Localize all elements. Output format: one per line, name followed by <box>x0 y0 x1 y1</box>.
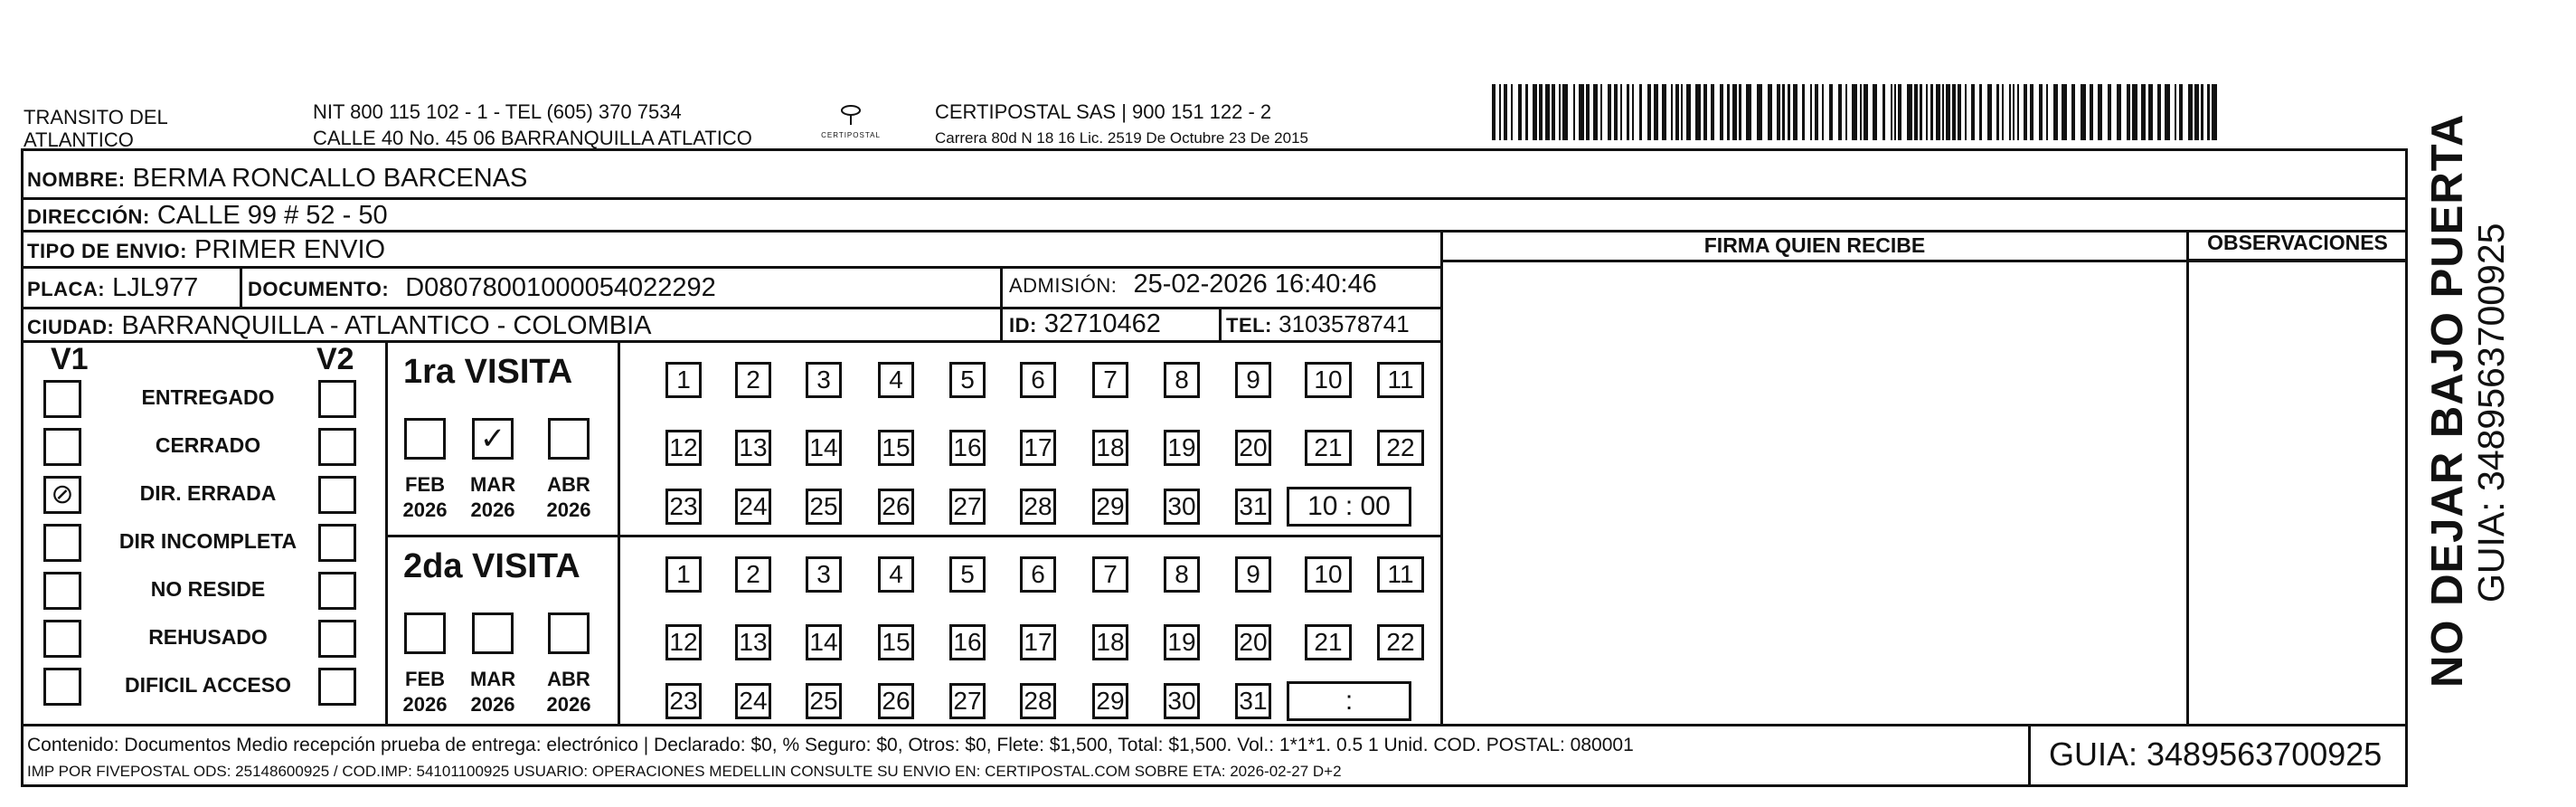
barcode-bar <box>1732 84 1737 140</box>
v2-checkbox[interactable] <box>318 380 356 418</box>
day-checkbox[interactable]: 27 <box>949 489 986 525</box>
barcode-bar <box>1920 84 1922 140</box>
nit-line: NIT 800 115 102 - 1 - TEL (605) 370 7534 <box>313 100 682 123</box>
barcode-bar <box>1891 84 1892 140</box>
day-checkbox[interactable]: 18 <box>1092 430 1128 466</box>
barcode-bar <box>1727 84 1730 140</box>
barcode-bar <box>2039 84 2043 140</box>
barcode-bar <box>2157 84 2161 140</box>
barcode-bar <box>2207 84 2210 140</box>
barcode-bar <box>1518 84 1522 140</box>
barcode-bar <box>1608 84 1611 140</box>
day-checkbox[interactable]: 4 <box>878 556 914 593</box>
barcode-bar <box>2201 84 2203 140</box>
v1-checkbox[interactable] <box>43 572 81 610</box>
barcode-bar <box>2053 84 2058 140</box>
barcode-bar <box>1675 84 1679 140</box>
admision-value: 25-02-2026 16:40:46 <box>1133 270 1377 299</box>
status-label: CERRADO <box>155 433 261 457</box>
day-checkbox[interactable]: 25 <box>806 683 842 719</box>
barcode-bar <box>1573 84 1575 140</box>
barcode-bar <box>1829 84 1833 140</box>
barcode-bar <box>1936 84 1940 140</box>
barcode-bar <box>2071 84 2075 140</box>
barcode-bar <box>1511 84 1513 140</box>
day-checkbox[interactable]: 19 <box>1164 430 1200 466</box>
day-checkbox[interactable]: 26 <box>878 683 914 719</box>
day-checkbox[interactable]: 24 <box>735 683 771 719</box>
direccion-row <box>27 200 388 233</box>
barcode-bar <box>1946 84 1950 140</box>
month-year: 2026 <box>402 498 448 521</box>
day-checkbox[interactable]: 9 <box>1235 362 1271 398</box>
barcode-bar <box>1504 84 1507 140</box>
barcode-bar <box>1987 84 1992 140</box>
barcode-bar <box>1873 84 1877 140</box>
barcode-bar <box>2002 84 2004 140</box>
barcode-bar <box>1996 84 1999 140</box>
barcode-bar <box>1620 84 1622 140</box>
footer-line2: IMP POR FIVEPOSTAL ODS: 25148600925 / COD.IMP: 54101100925 USUARIO: OPERACIONES MEDELLIN CONSULTE SU ENVIO EN: CERTIPOSTAL.COM SOBRE ETA: 2026-02-27 D+2 <box>27 763 1342 780</box>
v2-checkbox[interactable] <box>318 668 356 706</box>
day-checkbox[interactable]: 6 <box>1020 556 1056 593</box>
barcode-bar <box>1614 84 1618 140</box>
barcode-bar <box>2194 84 2199 140</box>
nombre-row <box>27 163 527 195</box>
v2-checkbox[interactable] <box>318 572 356 610</box>
carrier-line2: Carrera 80d N 18 16 Lic. 2519 De Octubre 23 De 2015 <box>935 129 1308 147</box>
barcode-bar <box>2062 84 2067 140</box>
footer-guia: GUIA: 3489563700925 <box>2049 736 2383 773</box>
v1-checkbox[interactable] <box>43 428 81 466</box>
barcode-bar <box>2081 84 2086 140</box>
day-checkbox[interactable]: 20 <box>1235 624 1271 660</box>
barcode-bar <box>1845 84 1847 140</box>
ciudad-label: CIUDAD: <box>27 316 115 338</box>
day-checkbox[interactable]: 23 <box>665 489 702 525</box>
barcode-bar <box>1852 84 1857 140</box>
day-checkbox[interactable]: 7 <box>1092 556 1128 593</box>
day-checkbox[interactable]: 28 <box>1020 489 1056 525</box>
day-checkbox[interactable]: 31 <box>1235 489 1271 525</box>
barcode-bar <box>1586 84 1590 140</box>
v2-checkbox[interactable] <box>318 524 356 562</box>
barcode-bar <box>1898 84 1901 140</box>
id-row <box>1009 309 1161 341</box>
barcode-bar <box>1579 84 1584 140</box>
barcode-bar <box>1627 84 1629 140</box>
vrule-placa <box>240 266 242 307</box>
month-name: MAR <box>470 668 516 690</box>
v1-checkbox[interactable] <box>43 668 81 706</box>
barcode-bar <box>2108 84 2111 140</box>
day-checkbox[interactable]: 12 <box>665 624 702 660</box>
barcode-bar <box>1979 84 1982 140</box>
barcode-bar <box>1552 84 1555 140</box>
day-checkbox[interactable]: 13 <box>735 624 771 660</box>
barcode-bar <box>1639 84 1642 140</box>
month-name: ABR <box>547 668 590 690</box>
month-name: MAR <box>470 473 516 496</box>
day-checkbox[interactable]: 14 <box>806 430 842 466</box>
barcode-bar <box>1533 84 1537 140</box>
barcode-bar <box>1882 84 1885 140</box>
direccion-value: CALLE 99 # 52 - 50 <box>156 201 388 230</box>
day-checkbox[interactable]: 21 <box>1305 430 1352 466</box>
barcode-bar <box>1647 84 1651 140</box>
day-checkbox[interactable]: 15 <box>878 430 914 466</box>
day-checkbox[interactable]: 8 <box>1164 362 1200 398</box>
day-checkbox[interactable]: 25 <box>806 489 842 525</box>
barcode-bar <box>2188 84 2193 140</box>
barcode-bar <box>1894 84 1896 140</box>
day-checkbox[interactable]: 29 <box>1092 489 1128 525</box>
footer-line1: Contenido: Documentos Medio recepción prueba de entrega: electrónico | Declarado: $0, % Seguro: $0, Otros: $0, Flete: $1,500, Total: $1,500. Vol.: 1*1*1. 0.5 1 Unid. COD. POSTAL: 080001 <box>27 735 1634 755</box>
id-value: 32710462 <box>1043 309 1161 338</box>
barcode-bar <box>2175 84 2176 140</box>
documento-value: D08078001000054022292 <box>405 273 716 302</box>
barcode-bar <box>1782 84 1785 140</box>
barcode-bar <box>1703 84 1707 140</box>
barcode-bar <box>1965 84 1967 140</box>
nombre-label: NOMBRE: <box>27 168 126 191</box>
day-checkbox[interactable]: 1 <box>665 362 702 398</box>
barcode-bar <box>1958 84 1961 140</box>
barcode-bar <box>1499 84 1501 140</box>
barcode-bar <box>1926 84 1928 140</box>
barcode-bar <box>1838 84 1842 140</box>
day-checkbox[interactable]: 13 <box>735 430 771 466</box>
month-year: 2026 <box>546 693 591 716</box>
org-contact <box>313 100 752 149</box>
month-checkbox[interactable] <box>548 418 590 460</box>
v2-checkbox[interactable] <box>318 476 356 514</box>
month-checkbox[interactable] <box>404 612 446 654</box>
day-checkbox[interactable]: 3 <box>806 362 842 398</box>
vrule-tel <box>1219 307 1222 340</box>
org-name-line1: TRANSITO DEL <box>24 106 168 128</box>
barcode-bar <box>1492 84 1496 140</box>
v2-label: V2 <box>316 342 354 376</box>
barcode-bar <box>2030 84 2033 140</box>
day-checkbox[interactable]: 7 <box>1092 362 1128 398</box>
month-checkbox[interactable] <box>404 418 446 460</box>
status-label: ENTREGADO <box>141 385 275 409</box>
day-checkbox[interactable]: 24 <box>735 489 771 525</box>
barcode-bar <box>1802 84 1805 140</box>
barcode-bar <box>1559 84 1561 140</box>
month-name: FEB <box>405 668 445 690</box>
time-field[interactable]: : <box>1287 681 1411 721</box>
barcode-bar <box>1671 84 1673 140</box>
status-label: NO RESIDE <box>150 577 266 601</box>
time-field[interactable]: 10 : 00 <box>1287 487 1411 527</box>
barcode-bar <box>1539 84 1543 140</box>
month-name: FEB <box>405 473 445 496</box>
barcode-bar <box>2212 84 2217 140</box>
tipo-envio-label: TIPO DE ENVIO: <box>27 240 187 262</box>
org-name-line2: ATLANTICO <box>24 128 134 151</box>
tipo-envio-row <box>27 234 385 267</box>
firma-area[interactable] <box>1443 262 2186 724</box>
nombre-value: BERMA RONCALLO BARCENAS <box>132 164 528 193</box>
day-checkbox[interactable]: 6 <box>1020 362 1056 398</box>
documento-row <box>248 272 716 305</box>
placa-row <box>27 272 198 305</box>
rule-observaciones-header <box>2186 259 2408 261</box>
day-checkbox[interactable]: 10 <box>1305 556 1352 593</box>
barcode-bar <box>1632 84 1634 140</box>
day-checkbox[interactable]: 10 <box>1305 362 1352 398</box>
day-checkbox[interactable]: 14 <box>806 624 842 660</box>
day-checkbox[interactable]: 5 <box>949 556 986 593</box>
barcode-bar <box>1525 84 1528 140</box>
barcode-bar <box>1757 84 1762 140</box>
barcode-bar <box>1545 84 1550 140</box>
day-checkbox[interactable]: 15 <box>878 624 914 660</box>
visit-title: 2da VISITA <box>403 547 580 585</box>
carrier-info <box>935 100 1308 147</box>
day-checkbox[interactable]: 3 <box>806 556 842 593</box>
barcode-bar <box>1681 84 1683 140</box>
barcode-bar <box>2013 84 2015 140</box>
barcode-bar <box>1695 84 1701 140</box>
day-checkbox[interactable]: 17 <box>1020 430 1056 466</box>
barcode-bar <box>2009 84 2011 140</box>
tel-row <box>1226 309 1410 341</box>
barcode-bar <box>1593 84 1598 140</box>
day-checkbox[interactable]: 5 <box>949 362 986 398</box>
barcode-bar <box>1907 84 1912 140</box>
documento-label: DOCUMENTO: <box>248 278 390 300</box>
certipostal-logo-icon <box>810 103 892 139</box>
day-checkbox[interactable]: 31 <box>1235 683 1271 719</box>
barcode-bar <box>1971 84 1975 140</box>
barcode-bar <box>1930 84 1933 140</box>
day-checkbox[interactable]: 16 <box>949 624 986 660</box>
barcode-bar <box>1777 84 1780 140</box>
v2-checkbox[interactable] <box>318 428 356 466</box>
barcode-bar <box>2046 84 2048 140</box>
day-checkbox[interactable]: 17 <box>1020 624 1056 660</box>
barcode-bar <box>1686 84 1691 140</box>
observaciones-header: OBSERVACIONES <box>2207 231 2388 254</box>
day-checkbox[interactable]: 2 <box>735 362 771 398</box>
status-label: DIR. ERRADA <box>139 481 277 505</box>
barcode-bar <box>1942 84 1944 140</box>
vrule-admision <box>1000 266 1003 340</box>
barcode-bar <box>1822 84 1824 140</box>
barcode-bar <box>2141 84 2146 140</box>
v1-label: V1 <box>51 342 89 376</box>
tel-value: 3103578741 <box>1279 310 1410 337</box>
day-checkbox[interactable]: 30 <box>1164 489 1200 525</box>
tel-label: TEL: <box>1226 314 1272 337</box>
side-guia: GUIA: 3489563700925 <box>2470 223 2512 603</box>
day-checkbox[interactable]: 11 <box>1377 362 1424 398</box>
barcode-bar <box>2127 84 2130 140</box>
day-checkbox[interactable]: 9 <box>1235 556 1271 593</box>
day-checkbox[interactable]: 18 <box>1092 624 1128 660</box>
ciudad-row <box>27 310 652 343</box>
address-line: CALLE 40 No. 45 06 BARRANQUILLA ATLATICO <box>313 127 752 149</box>
status-label: DIFICIL ACCESO <box>124 673 291 697</box>
admision-row <box>1009 269 1377 301</box>
barcode-bar <box>1562 84 1568 140</box>
barcode-bar <box>1914 84 1918 140</box>
month-checkbox[interactable] <box>472 612 514 654</box>
vrule-footer-guia <box>2028 724 2031 787</box>
day-checkbox[interactable]: 1 <box>665 556 702 593</box>
vrule-status <box>385 340 388 724</box>
barcode-bar <box>1952 84 1956 140</box>
firma-header: FIRMA QUIEN RECIBE <box>1703 233 1926 257</box>
month-year: 2026 <box>546 498 591 521</box>
day-checkbox[interactable]: 26 <box>878 489 914 525</box>
barcode-bar <box>1739 84 1741 140</box>
logo-text: CERTIPOSTAL <box>821 131 881 139</box>
logo-mark-icon <box>837 103 864 127</box>
barcode-bar <box>2179 84 2183 140</box>
day-checkbox[interactable]: 22 <box>1377 430 1424 466</box>
rule-visits <box>385 535 1440 537</box>
placa-value: LJL977 <box>112 273 199 302</box>
v1-checkbox[interactable] <box>43 620 81 658</box>
barcode-bar <box>1793 84 1798 140</box>
day-checkbox[interactable]: 22 <box>1377 624 1424 660</box>
barcode-bar <box>1768 84 1772 140</box>
tipo-envio-value: PRIMER ENVIO <box>193 235 386 264</box>
visit-title: 1ra VISITA <box>403 353 573 391</box>
id-label: ID: <box>1009 314 1037 337</box>
month-year: 2026 <box>470 693 515 716</box>
day-checkbox[interactable]: 28 <box>1020 683 1056 719</box>
ciudad-value: BARRANQUILLA - ATLANTICO - COLOMBIA <box>121 311 652 340</box>
day-checkbox[interactable]: 12 <box>665 430 702 466</box>
barcode-bar <box>2117 84 2121 140</box>
barcode-bar <box>2090 84 2093 140</box>
month-year: 2026 <box>470 498 515 521</box>
month-name: ABR <box>547 473 590 496</box>
day-checkbox[interactable]: 8 <box>1164 556 1200 593</box>
carrier-line1: CERTIPOSTAL SAS | 900 151 122 - 2 <box>935 100 1272 123</box>
barcode-bar <box>1860 84 1862 140</box>
vrule-months <box>618 340 620 724</box>
month-checkbox[interactable] <box>548 612 590 654</box>
day-checkbox[interactable]: 2 <box>735 556 771 593</box>
day-checkbox[interactable]: 4 <box>878 362 914 398</box>
barcode-bar <box>1711 84 1714 140</box>
observaciones-area[interactable] <box>2189 262 2406 724</box>
v1-checkbox[interactable]: ⊘ <box>43 476 81 514</box>
day-checkbox[interactable]: 21 <box>1305 624 1352 660</box>
day-checkbox[interactable]: 16 <box>949 430 986 466</box>
v1-checkbox[interactable] <box>43 380 81 418</box>
direccion-label: DIRECCIÓN: <box>27 205 150 228</box>
status-label: REHUSADO <box>148 625 268 649</box>
day-checkbox[interactable]: 19 <box>1164 624 1200 660</box>
month-year: 2026 <box>402 693 448 716</box>
barcode-bar <box>1810 84 1812 140</box>
v2-checkbox[interactable] <box>318 620 356 658</box>
barcode-bar <box>2098 84 2102 140</box>
barcode-bar <box>2165 84 2170 140</box>
placa-label: PLACA: <box>27 278 106 300</box>
day-checkbox[interactable]: 27 <box>949 683 986 719</box>
month-checkbox[interactable]: ✓ <box>472 418 514 460</box>
barcode-bar <box>1864 84 1868 140</box>
barcode-bar <box>1600 84 1602 140</box>
barcode-bar <box>2148 84 2153 140</box>
day-checkbox[interactable]: 30 <box>1164 683 1200 719</box>
barcode-bar <box>1654 84 1658 140</box>
barcode-bar <box>1746 84 1751 140</box>
day-checkbox[interactable]: 23 <box>665 683 702 719</box>
day-checkbox[interactable]: 20 <box>1235 430 1271 466</box>
barcode-bar <box>1662 84 1666 140</box>
barcode-bar <box>1720 84 1723 140</box>
barcode-bar <box>1788 84 1790 140</box>
barcode-bar <box>2132 84 2137 140</box>
barcode-icon <box>1492 84 2224 140</box>
barcode-bar <box>2024 84 2027 140</box>
barcode-bar <box>2017 84 2019 140</box>
org-name <box>24 106 168 151</box>
barcode-bar <box>1815 84 1818 140</box>
no-dejar-bajo-puerta: NO DEJAR BAJO PUERTA <box>2423 113 2472 688</box>
day-checkbox[interactable]: 29 <box>1092 683 1128 719</box>
status-label: DIR INCOMPLETA <box>118 529 297 553</box>
v1-checkbox[interactable] <box>43 524 81 562</box>
rule-footer <box>21 724 2408 726</box>
day-checkbox[interactable]: 11 <box>1377 556 1424 593</box>
admision-label: ADMISIÓN: <box>1009 274 1118 297</box>
